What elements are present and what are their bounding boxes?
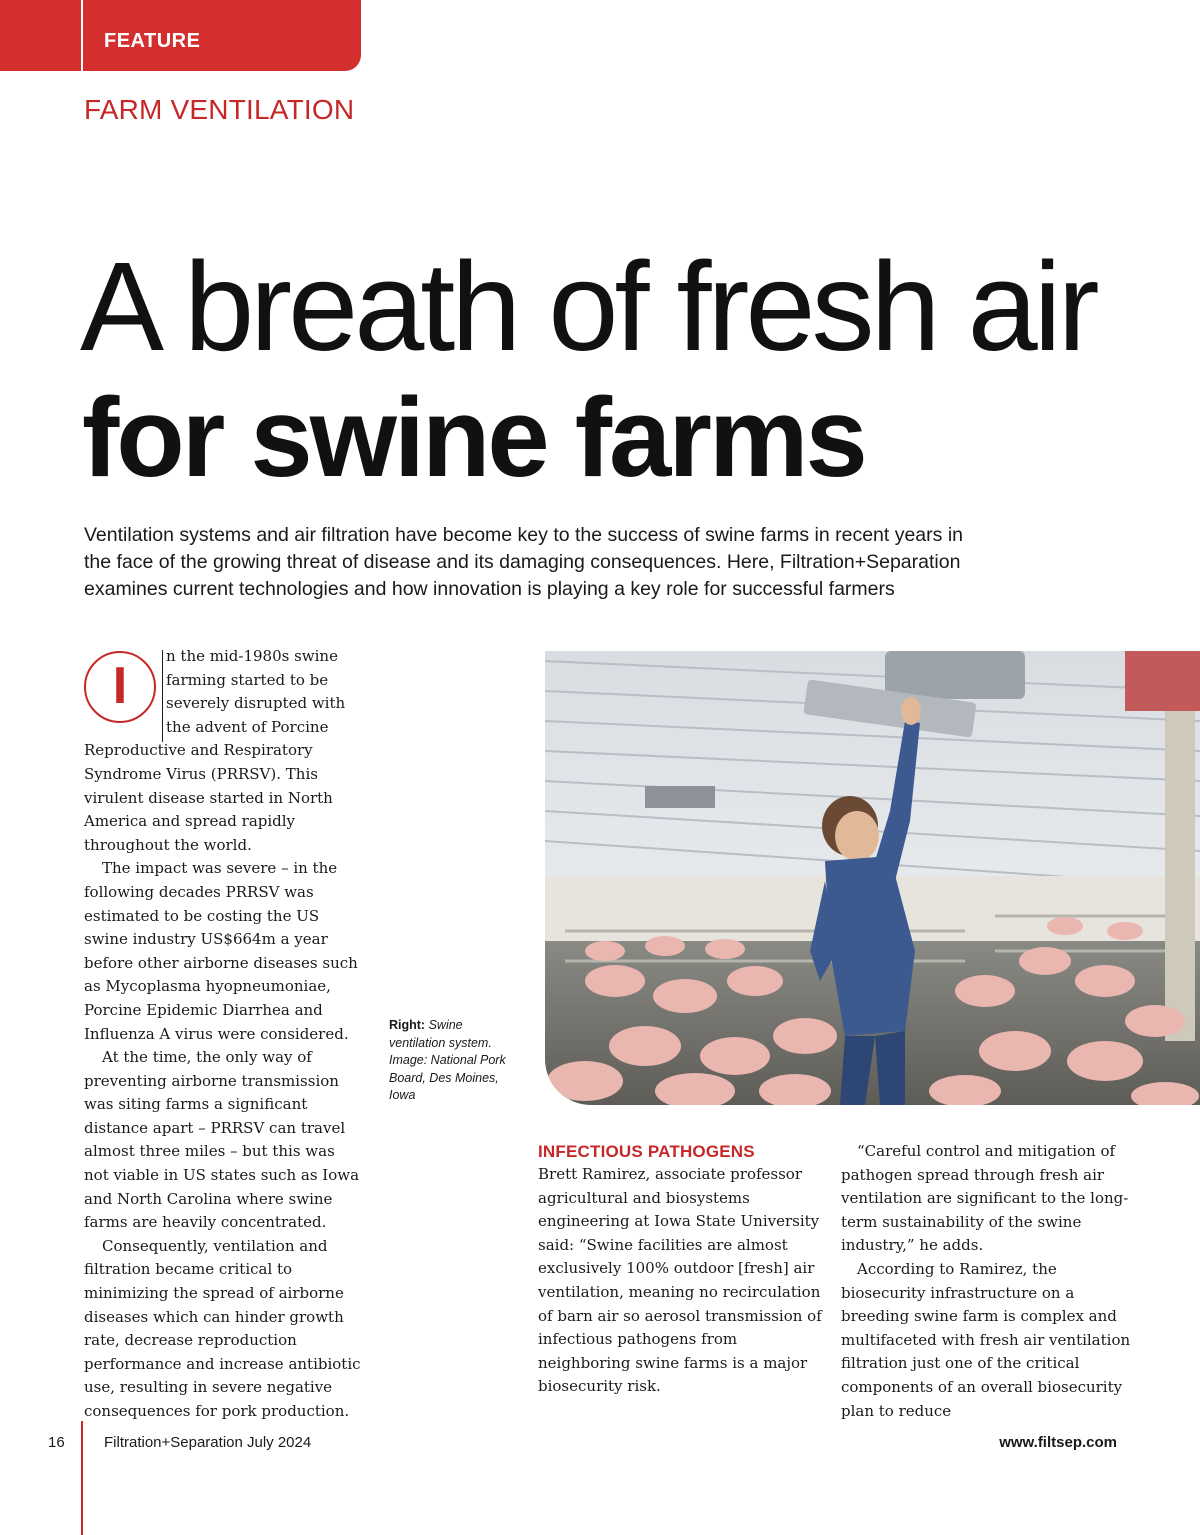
body-paragraph: At the time, the only way of preventing airborne transmission was siting farms a significant distance apart – PRRSV can travel almost three miles – but this was not viable in US states such as Iowa and North Carolina where swine farms are heavily concentrated. xyxy=(84,1048,360,1232)
body-paragraph: “Careful control and mitigation of pathogen spread through fresh air ventilation are significant to the long-term sustainability of the swine industry,” he adds. xyxy=(841,1142,1129,1255)
caption-label: Right: xyxy=(389,1018,426,1032)
paragraph-text: n the mid-1980s swine farming started to be severely disrupted with the advent of Porcine Reproductive and Respiratory Syndrome Virus (PRRSV). This virulent disease started in North America and spread rapidly throughout the world. xyxy=(84,647,346,854)
body-paragraph xyxy=(84,645,364,857)
magazine-issue: Filtration+Separation July 2024 xyxy=(104,1434,312,1451)
headline-line-1: A breath of fresh air xyxy=(80,236,1096,377)
photo-caption xyxy=(389,1017,519,1105)
body-column-1 xyxy=(84,645,364,1424)
feature-tab xyxy=(0,0,361,71)
standfirst: Ventilation systems and air filtration have become key to the success of swine farms in recent years in the face of the growing threat of disease and its damaging consequences. Here, Filtration+Separation examines current technologies and how innovation is playing a key role for successful farmers xyxy=(84,524,963,600)
subhead-infectious-pathogens: INFECTIOUS PATHOGENS xyxy=(538,1142,755,1161)
body-paragraph: Brett Ramirez, associate professor agricultural and biosystems engineering at Iowa State University said: “Swine facilities are almost exclusively 100% outdoor [fresh] air ventilation, meaning no recirculation of barn air so aerosol transmission of infectious pathogens from neighboring swine farms is a major biosecurity risk. xyxy=(538,1165,822,1396)
body-column-2 xyxy=(538,1140,823,1399)
body-paragraph: According to Ramirez, the biosecurity infrastructure on a breeding swine farm is complex and multifaceted with fresh air ventilation filtration just one of the critical components of an overall biosecurity plan to reduce xyxy=(841,1259,1131,1420)
body-column-3 xyxy=(841,1140,1131,1423)
barn-photo xyxy=(545,651,1200,1105)
footer-rule xyxy=(81,1421,83,1535)
caption-text: Swine ventilation system. Image: National Pork Board, Des Moines, Iowa xyxy=(389,1018,506,1102)
feature-label: FEATURE xyxy=(104,30,201,52)
headline-line-2: for swine farms xyxy=(82,375,865,500)
website-link[interactable]: www.filtsep.com xyxy=(999,1434,1117,1451)
body-paragraph: Consequently, ventilation and filtration became critical to minimizing the spread of airborne diseases which can hinder growth rate, decrease reproduction performance and increase antibiotic use, resulting in severe negative consequences for pork production. xyxy=(84,1236,361,1420)
drop-cap: I xyxy=(84,651,156,723)
barn-photo-illustration xyxy=(545,651,1200,1105)
page-number: 16 xyxy=(48,1434,65,1451)
section-title: FARM VENTILATION xyxy=(84,94,355,125)
tab-divider xyxy=(81,0,83,71)
body-paragraph: The impact was severe – in the following decades PRRSV was estimated to be costing the US swine industry US$664m a year before other airborne diseases such as Mycoplasma hyopneumoniae, Porcine Epidemic Diarrhea and Influenza A virus were considered. xyxy=(84,859,358,1043)
